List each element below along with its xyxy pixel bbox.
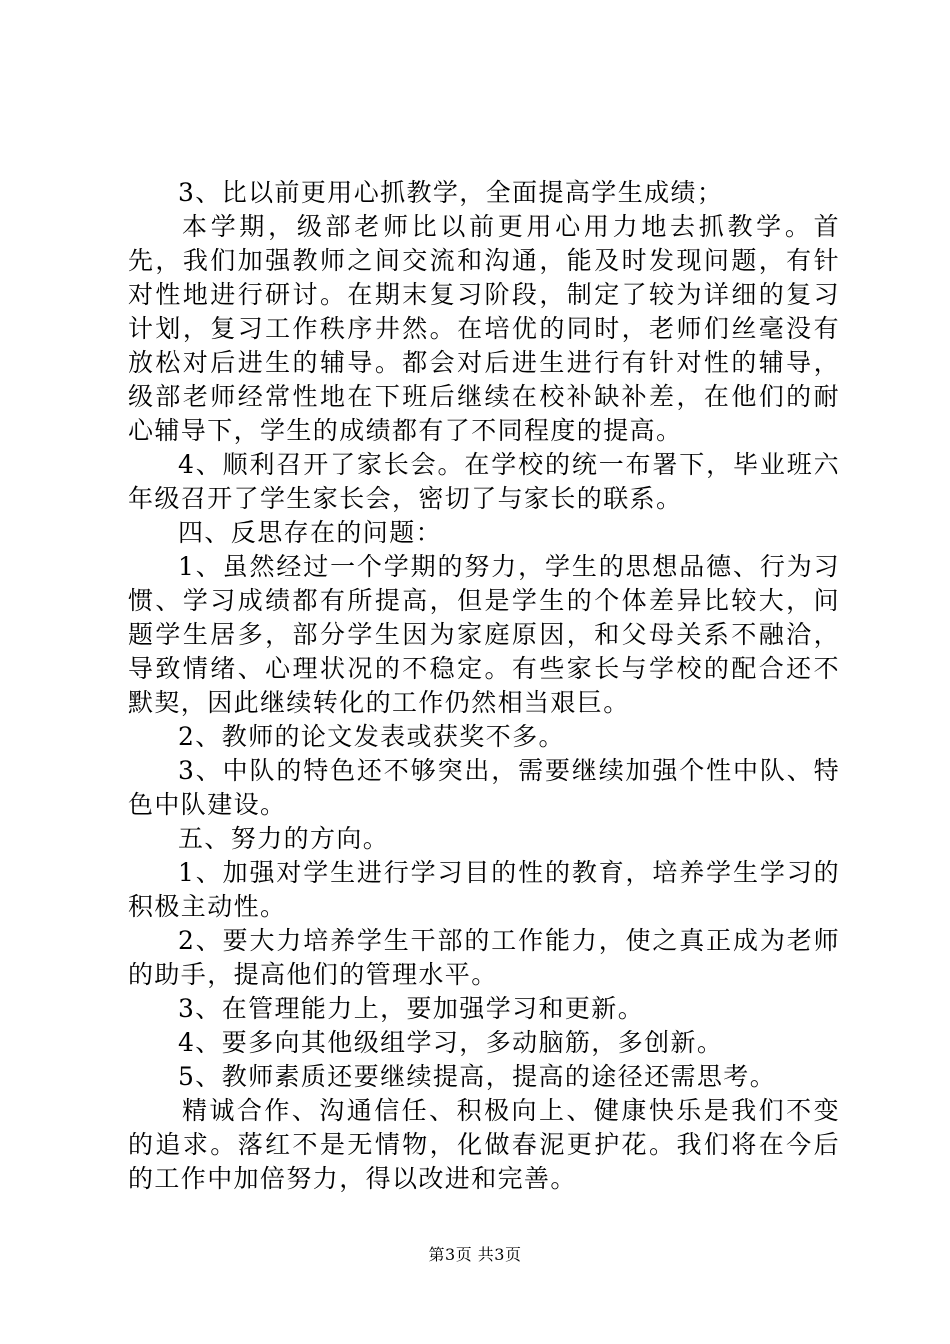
paragraph-direction-4: 4、要多向其他级组学习，多动脑筋，多创新。 xyxy=(178,1028,724,1057)
paragraph-problem-3: 3、中队的特色还不够突出，需要继续加强个性中队、特色中队建设。 xyxy=(128,756,840,819)
paragraph-parent-meeting: 4、顺利召开了家长会。在学校的统一布署下，毕业班六年级召开了学生家长会，密切了与家长的联系。 xyxy=(128,450,840,513)
paragraph-direction-1: 1、加强对学生进行学习目的性的教育，培养学生学习的积极主动性。 xyxy=(128,858,840,921)
heading-direction: 五、努力的方向。 xyxy=(178,824,390,853)
page-footer xyxy=(0,1245,950,1265)
paragraph-section-3-teaching: 3、比以前更用心抓教学，全面提高学生成绩； xyxy=(178,178,724,207)
paragraph-direction-5: 5、教师素质还要继续提高，提高的途径还需思考。 xyxy=(178,1062,777,1091)
paragraph-problem-1: 1、虽然经过一个学期的努力，学生的思想品德、行为习惯、学习成绩都有所提高，但是学生的个体差异比较大，问题学生居多，部分学生因为家庭原因，和父母关系不融洽，导致情绪、心理状况的不稳定。有些家长与学校的配合还不默契，因此继续转化的工作仍然相当艰巨。 xyxy=(128,552,840,717)
paragraph-teaching-detail: 本学期，级部老师比以前更用心用力地去抓教学。首先，我们加强教师之间交流和沟通，能及时发现问题，有针对性地进行研讨。在期末复习阶段，制定了较为详细的复习计划，复习工作秩序井然。在培优的同时，老师们丝毫没有放松对后进生的辅导。都会对后进生进行有针对性的辅导，级部老师经常性地在下班后继续在校补缺补差，在他们的耐心辅导下，学生的成绩都有了不同程度的提高。 xyxy=(128,212,840,445)
paragraph-direction-3: 3、在管理能力上，要加强学习和更新。 xyxy=(178,994,645,1023)
paragraph-problem-2: 2、教师的论文发表或获奖不多。 xyxy=(178,722,565,751)
page-number-label: 第3页 共3页 xyxy=(428,1245,522,1264)
paragraph-direction-2: 2、要大力培养学生干部的工作能力，使之真正成为老师的助手，提高他们的管理水平。 xyxy=(128,926,840,989)
paragraph-conclusion: 精诚合作、沟通信任、积极向上、健康快乐是我们不变的追求。落红不是无情物，化做春泥更护花。我们将在今后的工作中加倍努力，得以改进和完善。 xyxy=(128,1096,840,1193)
heading-reflection: 四、反思存在的问题： xyxy=(178,518,443,547)
document-body xyxy=(128,176,840,1196)
